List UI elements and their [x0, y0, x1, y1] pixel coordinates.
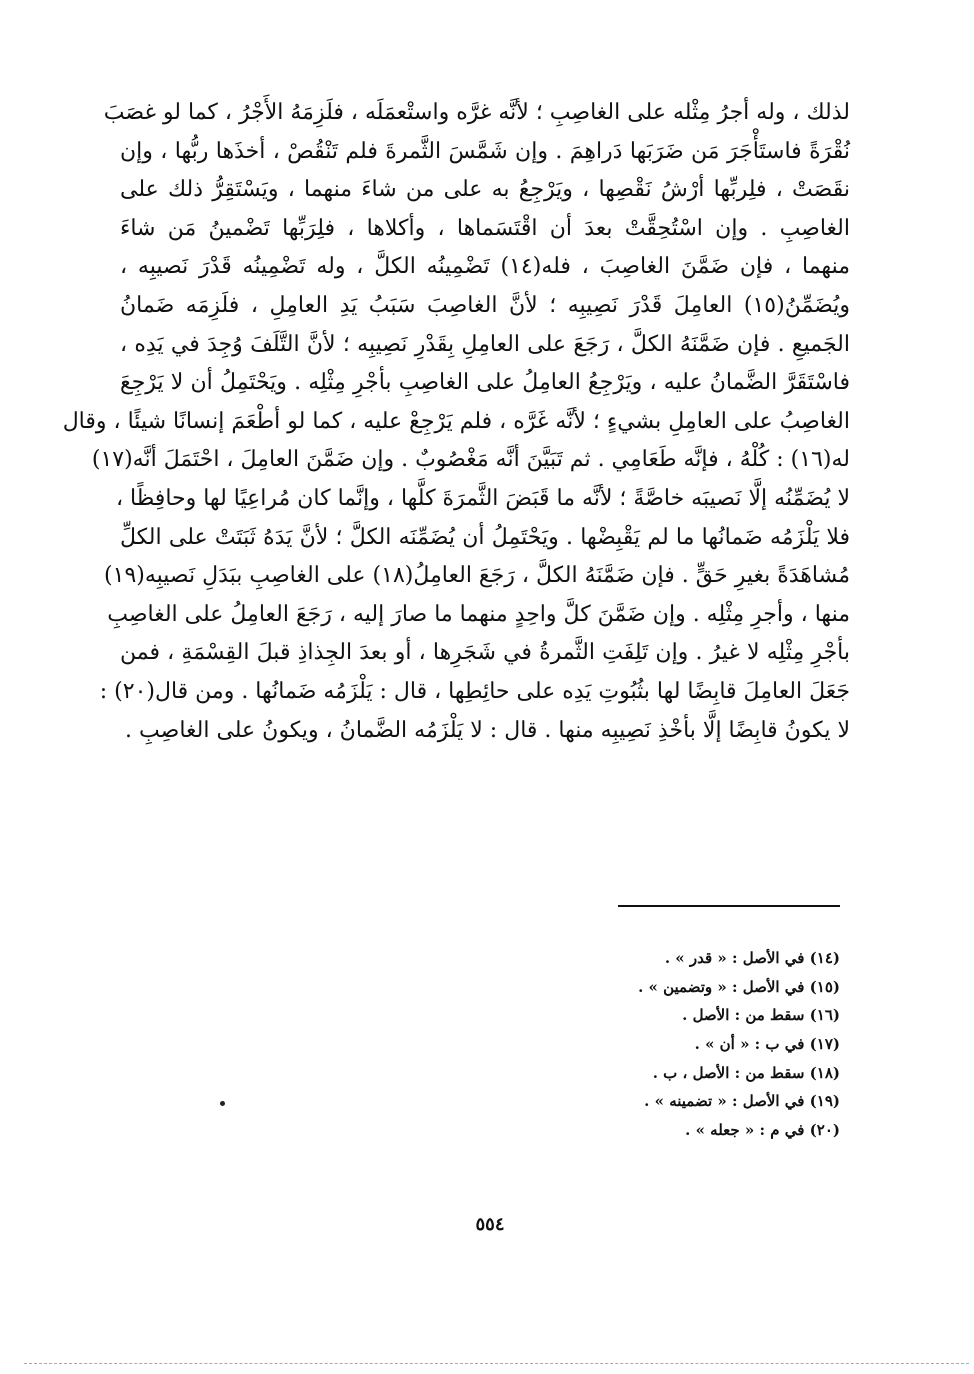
- text-line: له(١٦) : كُلْهُ ، فإنَّه طَعَامِي . ثم تَبَيَّنَ أنَّه مَغْصُوبٌ . وإن ضَمَّنَ العامِلَ ، احْتَمَلَ أنَّه(١٧): [91, 447, 850, 473]
- text-line: الجَميعِ . فإن ضَمَّنَهُ الكلَّ ، رَجَعَ على العامِلِ بِقَدْرِ نَصِيبِه ؛ لأنَّ التَّلَفَ وُجِدَ في يَدِه ،: [120, 331, 850, 357]
- footnote-18: (١٨) سقط من : الأصل ، ب .: [652, 1063, 840, 1082]
- text-line: منها ، وأجرِ مِثْلِه . وإن ضَمَّنَ كلَّ واحِدٍ منهما ما صارَ إليه ، رَجَعَ العامِلُ على الغاصِبِ: [107, 601, 850, 627]
- scan-speck: [220, 1101, 225, 1106]
- page-number: ٥٥٤: [475, 1214, 505, 1235]
- text-line: جَعَلَ العامِلَ قابِضًا لها بثُبُوتِ يَدِه على حائِطِها ، قال : يَلْزَمُه ضَمانُها . ومن قال(٢٠) :: [99, 678, 850, 704]
- footnote-separator: [618, 905, 840, 907]
- text-line: نُقْرَةً فاستَأْجَرَ مَن ضَرَبَها دَراهِمَ . وإن شَمَّسَ الثَّمرةَ فلم تَنْقُصْ ، أخذَها ربُّها ، وإن: [120, 138, 850, 164]
- footnote-16: (١٦) سقط من : الأصل .: [682, 1006, 840, 1025]
- text-line: لا يكونُ قابِضًا إلَّا بأخْذِ نَصِيبِه منها . قال : لا يَلْزَمُه الضَّمانُ ، ويكونُ على الغاصِبِ .: [125, 717, 850, 743]
- footnote-17: (١٧) في ب : « أن » .: [694, 1035, 840, 1054]
- text-line: منهما ، فإن ضَمَّنَ الغاصِبَ ، فله(١٤) تَضْمِينُه الكلَّ ، وله تَضْمِينُه قَدْرَ نَصيبِه ،: [120, 254, 850, 280]
- text-line: نقَصَتْ ، فلِربِّها أرْشُ نَقْصِها ، ويَرْجِعُ به على من شاءَ منهما ، ويَسْتَقِرُّ ذلك على: [120, 177, 850, 203]
- footnote-20: (٢٠) في م : « جعله » .: [685, 1121, 840, 1140]
- footnote-14: (١٤) في الأصل : « قدر » .: [664, 949, 840, 967]
- footnotes: [500, 944, 840, 1145]
- text-line: ويُضَمِّنُ(١٥) العامِلَ قَدْرَ نَصِيبِه ؛ لأنَّ الغاصِبَ سَبَبُ يَدِ العامِلِ ، فلَزِمَه ضَمانُ: [120, 292, 850, 318]
- scan-edge-marks: [24, 1363, 969, 1364]
- footnote-15: (١٥) في الأصل : « وتضمين » .: [638, 977, 840, 996]
- text-line: الغاصِبِ . وإن اسْتُحِقَّتْ بعدَ أن اقْتَسَماها ، وأكلاها ، فلِرَبِّها تَضْمينُ مَن شاءَ: [120, 215, 850, 241]
- footnote-19: (١٩) في الأصل : « تضمينه » .: [644, 1092, 840, 1111]
- text-line: فاسْتَقَرَّ الضَّمانُ عليه ، ويَرْجِعُ العامِلُ على الغاصِبِ بأجْرِ مِثْلِه . ويَحْتَمِلُ أن لا يَرْجِعَ: [120, 370, 850, 396]
- text-line: لذلك ، وله أجرُ مِثْله على الغاصِبِ ؛ لأنَّه غرَّه واستْعمَلَه ، فلَزِمَهُ الأَجْرُ ، كما لو غصَبَ: [103, 100, 850, 125]
- text-line: فلا يَلْزَمُه ضَمانُها ما لم يَقْبِضْها . ويَحْتَمِلُ أن يُضَمِّنَه الكلَّ ؛ لأنَّ يَدَهُ ثَبَتَتْ على الكلِّ: [120, 524, 850, 550]
- text-line: الغاصِبُ على العامِلِ بشيءٍ ؛ لأنَّه غَرَّه ، فلم يَرْجِعْ عليه ، كما لو أطْعَمَ إنسانًا شيئًا ، وقال: [62, 408, 850, 434]
- main-text: [62, 94, 850, 750]
- text-line: بأجْرِ مِثْلِه لا غيرُ . وإن تَلِفَتِ الثَّمرةُ في شَجَرِها ، أو بعدَ الجِذاذِ قبلَ القِسْمَةِ ، فمن: [120, 640, 850, 666]
- text-line: مُشاهَدَةً بغيرِ حَقٍّ . فإن ضَمَّنَهُ الكلَّ ، رَجَعَ العامِلُ(١٨) على الغاصِبِ ببَدَلِ نَصيبِه(١٩): [104, 563, 850, 589]
- text-line: لا يُضَمِّنُه إلَّا نَصيبَه خاصَّةً ؛ لأنَّه ما قَبَضَ الثَّمرَةَ كلَّها ، وإنَّما كان مُراعِيًا لها وحافِظًا ،: [115, 485, 850, 511]
